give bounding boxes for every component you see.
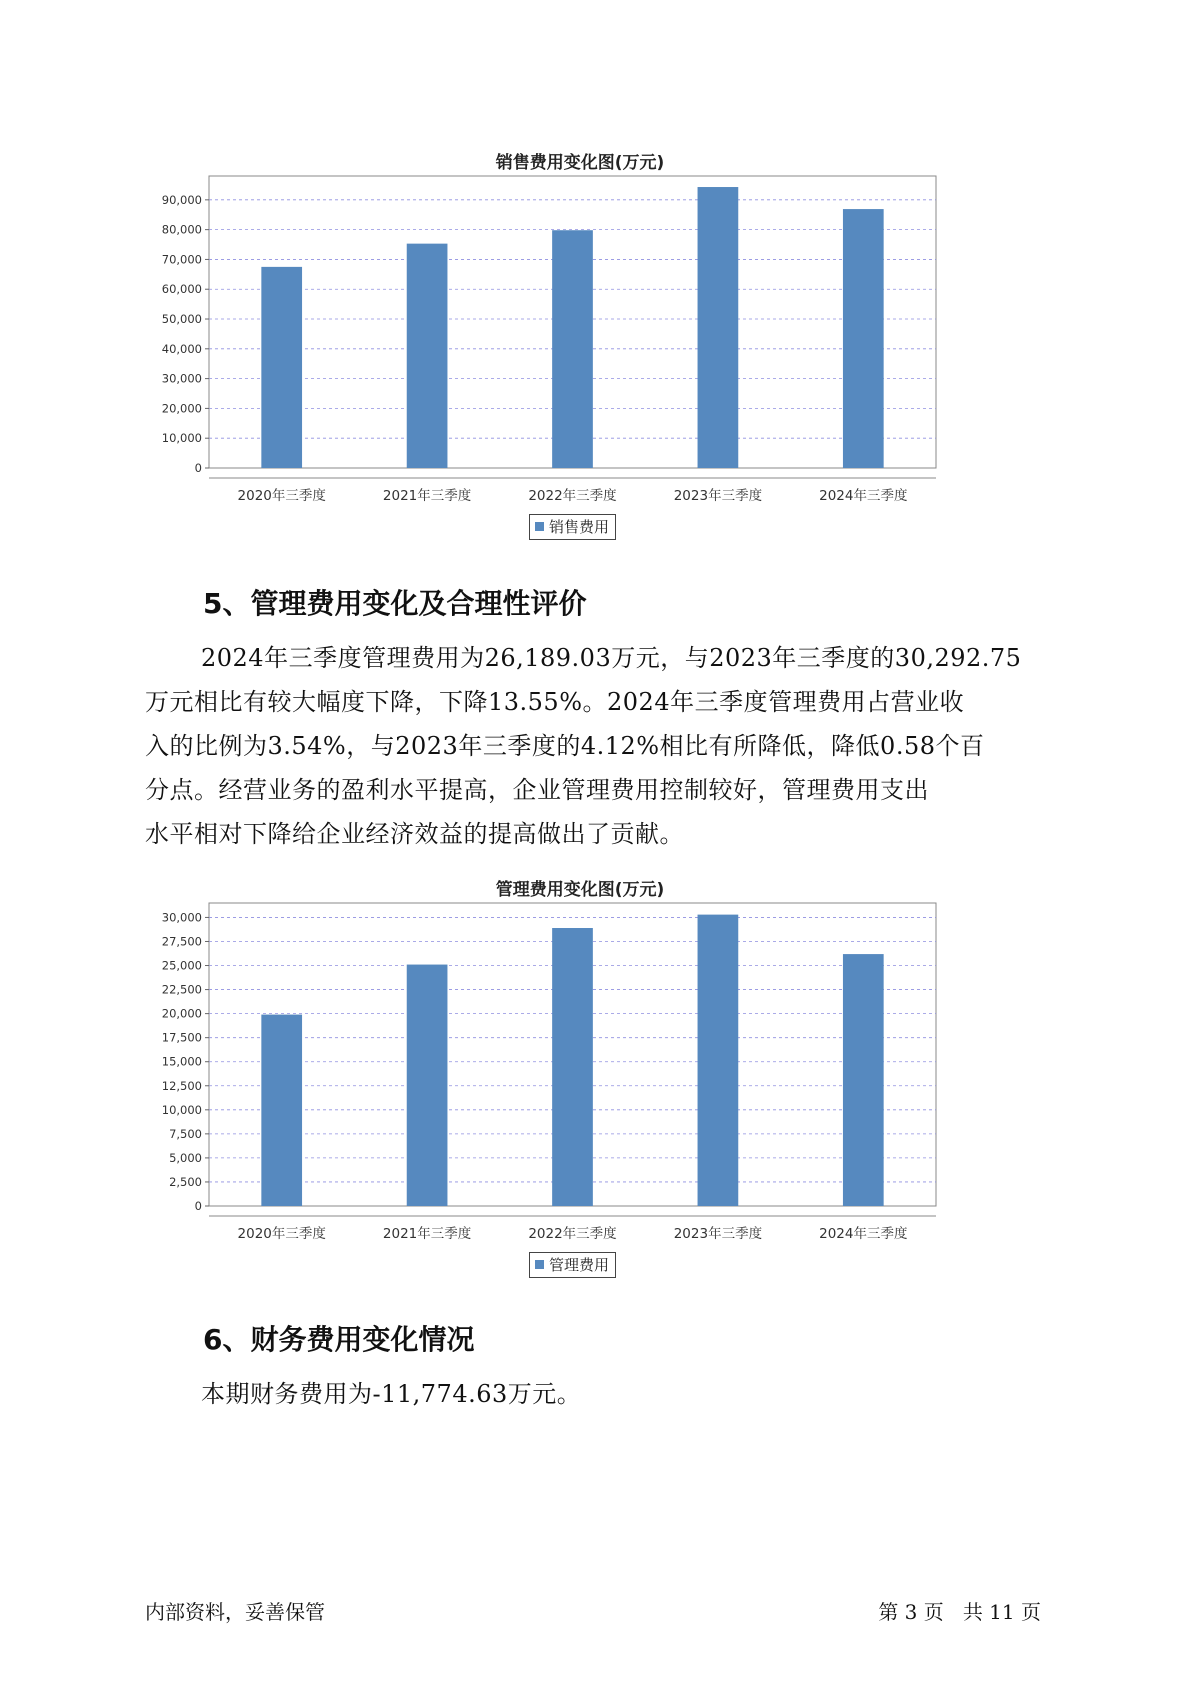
y-tick-label: 17,500	[161, 1030, 202, 1045]
x-tick-label: 2023年三季度	[673, 1226, 763, 1242]
y-tick-label: 2,500	[169, 1174, 202, 1189]
x-tick-label: 2020年三季度	[237, 488, 326, 504]
admin-expense-chart	[140, 875, 1020, 1285]
bar	[407, 244, 448, 468]
x-tick-label: 2021年三季度	[382, 1226, 472, 1242]
y-tick-label: 20,000	[161, 1006, 202, 1021]
y-tick-label: 10,000	[161, 1102, 202, 1117]
bar	[261, 267, 302, 468]
bar	[698, 915, 739, 1206]
y-tick-label: 90,000	[161, 192, 202, 207]
admin-expense-bar-chart	[140, 903, 1020, 1253]
paragraph-line: 分点。经营业务的盈利水平提高，企业管理费用控制较好，管理费用支出	[145, 776, 929, 804]
chart-title: 管理费用变化图(万元)	[495, 880, 665, 900]
y-tick-label: 30,000	[161, 371, 202, 386]
paragraph-line: 水平相对下降给企业经济效益的提高做出了贡献。	[145, 820, 684, 848]
legend-swatch	[535, 1260, 544, 1269]
y-tick-label: 20,000	[161, 401, 202, 416]
y-tick-label: 40,000	[161, 341, 202, 356]
paragraph-line: 万元相比有较大幅度下降，下降13.55%。2024年三季度管理费用占营业收	[145, 688, 965, 716]
chart-legend	[529, 1252, 616, 1278]
y-tick-label: 80,000	[161, 222, 202, 237]
x-tick-label: 2022年三季度	[528, 488, 617, 504]
legend-label: 管理费用	[549, 1256, 610, 1274]
paragraph-line: 本期财务费用为-11,774.63万元。	[201, 1380, 582, 1408]
y-tick-label: 25,000	[161, 958, 202, 973]
x-tick-label: 2023年三季度	[673, 488, 763, 504]
section-5-heading: 5、管理费用变化及合理性评价	[203, 587, 587, 620]
footer-page-number: 第 3 页 共 11 页	[878, 1600, 1041, 1624]
y-tick-label: 15,000	[161, 1054, 202, 1069]
paragraph-line: 入的比例为3.54%，与2023年三季度的4.12%相比有所降低，降低0.58个百	[145, 732, 985, 760]
y-tick-label: 30,000	[161, 910, 202, 925]
chart-title: 销售费用变化图(万元)	[495, 153, 665, 173]
bar	[261, 1015, 302, 1206]
y-tick-label: 12,500	[161, 1078, 202, 1093]
footer-left: 内部资料，妥善保管	[145, 1600, 325, 1624]
y-tick-label: 27,500	[161, 934, 202, 949]
x-tick-label: 2024年三季度	[819, 1226, 908, 1242]
legend-swatch	[535, 522, 544, 531]
y-tick-label: 70,000	[161, 252, 202, 267]
y-tick-label: 5,000	[169, 1150, 202, 1165]
x-tick-label: 2024年三季度	[819, 488, 908, 504]
paragraph-line: 2024年三季度管理费用为26,189.03万元，与2023年三季度的30,292.75	[201, 644, 1022, 672]
x-tick-label: 2022年三季度	[528, 1226, 617, 1242]
bar	[843, 954, 884, 1206]
y-tick-label: 22,500	[161, 982, 202, 997]
y-tick-label: 7,500	[169, 1126, 202, 1141]
bar	[552, 928, 593, 1206]
section-6-paragraph	[145, 1372, 1075, 1416]
y-tick-label: 10,000	[161, 431, 202, 446]
y-tick-label: 60,000	[161, 282, 202, 297]
sales-expense-bar-chart	[140, 176, 1020, 526]
chart-legend	[529, 514, 616, 540]
x-tick-label: 2021年三季度	[382, 488, 472, 504]
bar	[698, 187, 739, 468]
bar	[843, 209, 884, 468]
x-tick-label: 2020年三季度	[237, 1226, 326, 1242]
bar	[552, 230, 593, 468]
section-5-paragraph	[145, 636, 1075, 856]
y-tick-label: 50,000	[161, 312, 202, 327]
legend-label: 销售费用	[549, 518, 610, 536]
y-tick-label: 0	[194, 461, 202, 475]
bar	[407, 965, 448, 1206]
sales-expense-chart	[140, 148, 1020, 548]
y-tick-label: 0	[194, 1199, 202, 1213]
section-6-heading: 6、财务费用变化情况	[203, 1323, 475, 1356]
